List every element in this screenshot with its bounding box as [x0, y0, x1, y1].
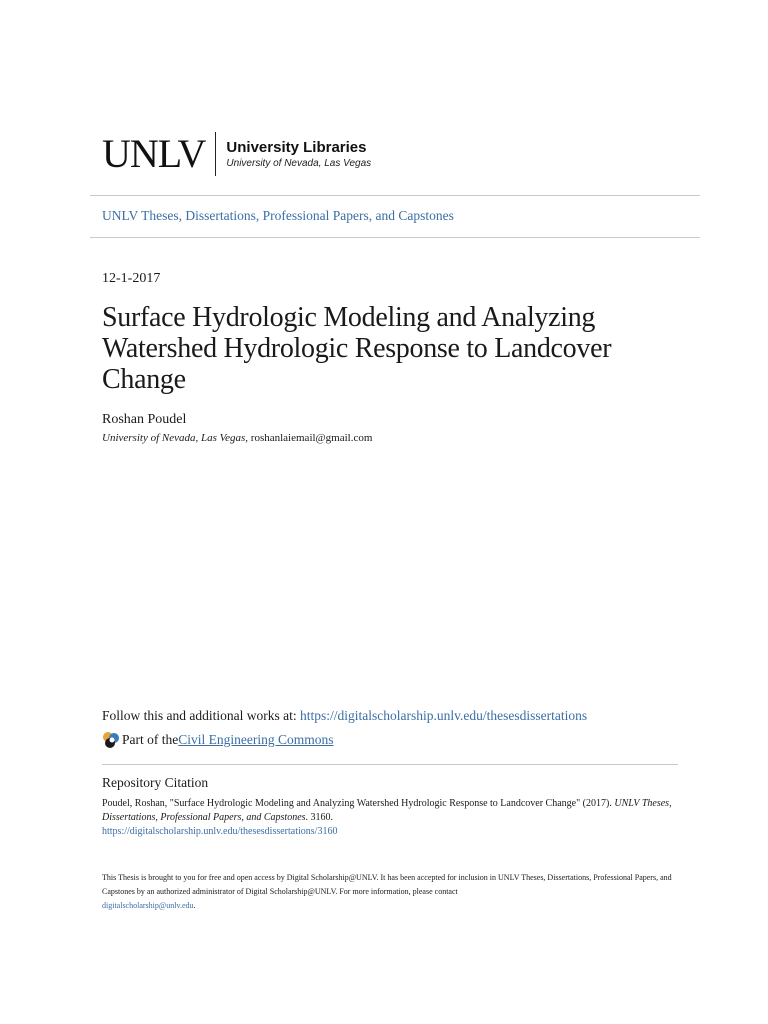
logo-subtitle: University of Nevada, Las Vegas: [226, 157, 372, 169]
author-affiliation: [102, 432, 372, 444]
citation-url-link[interactable]: https://digitalscholarship.unlv.edu/thesesdissertations/3160: [102, 826, 338, 837]
follow-label: Follow this and additional works at:: [102, 708, 300, 723]
network-icon: [102, 731, 120, 749]
notice-end: .: [193, 901, 196, 910]
access-notice: [102, 871, 677, 913]
author-name: Roshan Poudel: [102, 412, 187, 427]
logo-mark: UNLV: [102, 131, 206, 176]
divider-citation: [102, 764, 678, 765]
university-libraries-logo: [102, 132, 371, 176]
logo-title: University Libraries: [226, 138, 367, 156]
part-of-line: [102, 731, 334, 749]
citation-number: . 3160.: [305, 812, 334, 823]
citation-text: [102, 797, 672, 839]
citation-body: Poudel, Roshan, "Surface Hydrologic Modeling and Analyzing Watershed Hydrologic Response to Landcover Change" (2017).: [102, 798, 615, 809]
notice-text: This Thesis is brought to you for free and open access by Digital Scholarship@UNLV. It has been accepted for inclusion in UNLV Theses, Dissertations, Professional Papers, and Capstones by an authorized administrator of Digital Scholarship@UNLV. For more information, please contact: [102, 873, 672, 896]
civil-engineering-commons-link[interactable]: Civil Engineering Commons: [178, 732, 334, 747]
divider-top: [90, 195, 700, 196]
follow-url-link[interactable]: https://digitalscholarship.unlv.edu/thesesdissertations: [300, 708, 588, 723]
follow-line: [102, 708, 587, 724]
part-of-label: Part of the: [122, 732, 179, 747]
logo-divider: [215, 132, 216, 176]
divider-collection: [90, 237, 700, 238]
citation-heading: Repository Citation: [102, 775, 209, 790]
contact-email-link[interactable]: digitalscholarship@unlv.edu: [102, 901, 194, 910]
document-title: Surface Hydrologic Modeling and Analyzing Watershed Hydrologic Response to Landcover Change: [102, 302, 612, 395]
logo-text: [226, 138, 371, 171]
publication-date: 12-1-2017: [102, 271, 161, 286]
citation-series: UNLV Theses, Dissertations, Professional Papers, and Capstones: [102, 798, 672, 823]
collection-link[interactable]: UNLV Theses, Dissertations, Professional Papers, and Capstones: [102, 208, 454, 223]
author-email: , roshanlaiemail@gmail.com: [245, 432, 373, 444]
affiliation-institution: University of Nevada, Las Vegas: [102, 432, 246, 444]
